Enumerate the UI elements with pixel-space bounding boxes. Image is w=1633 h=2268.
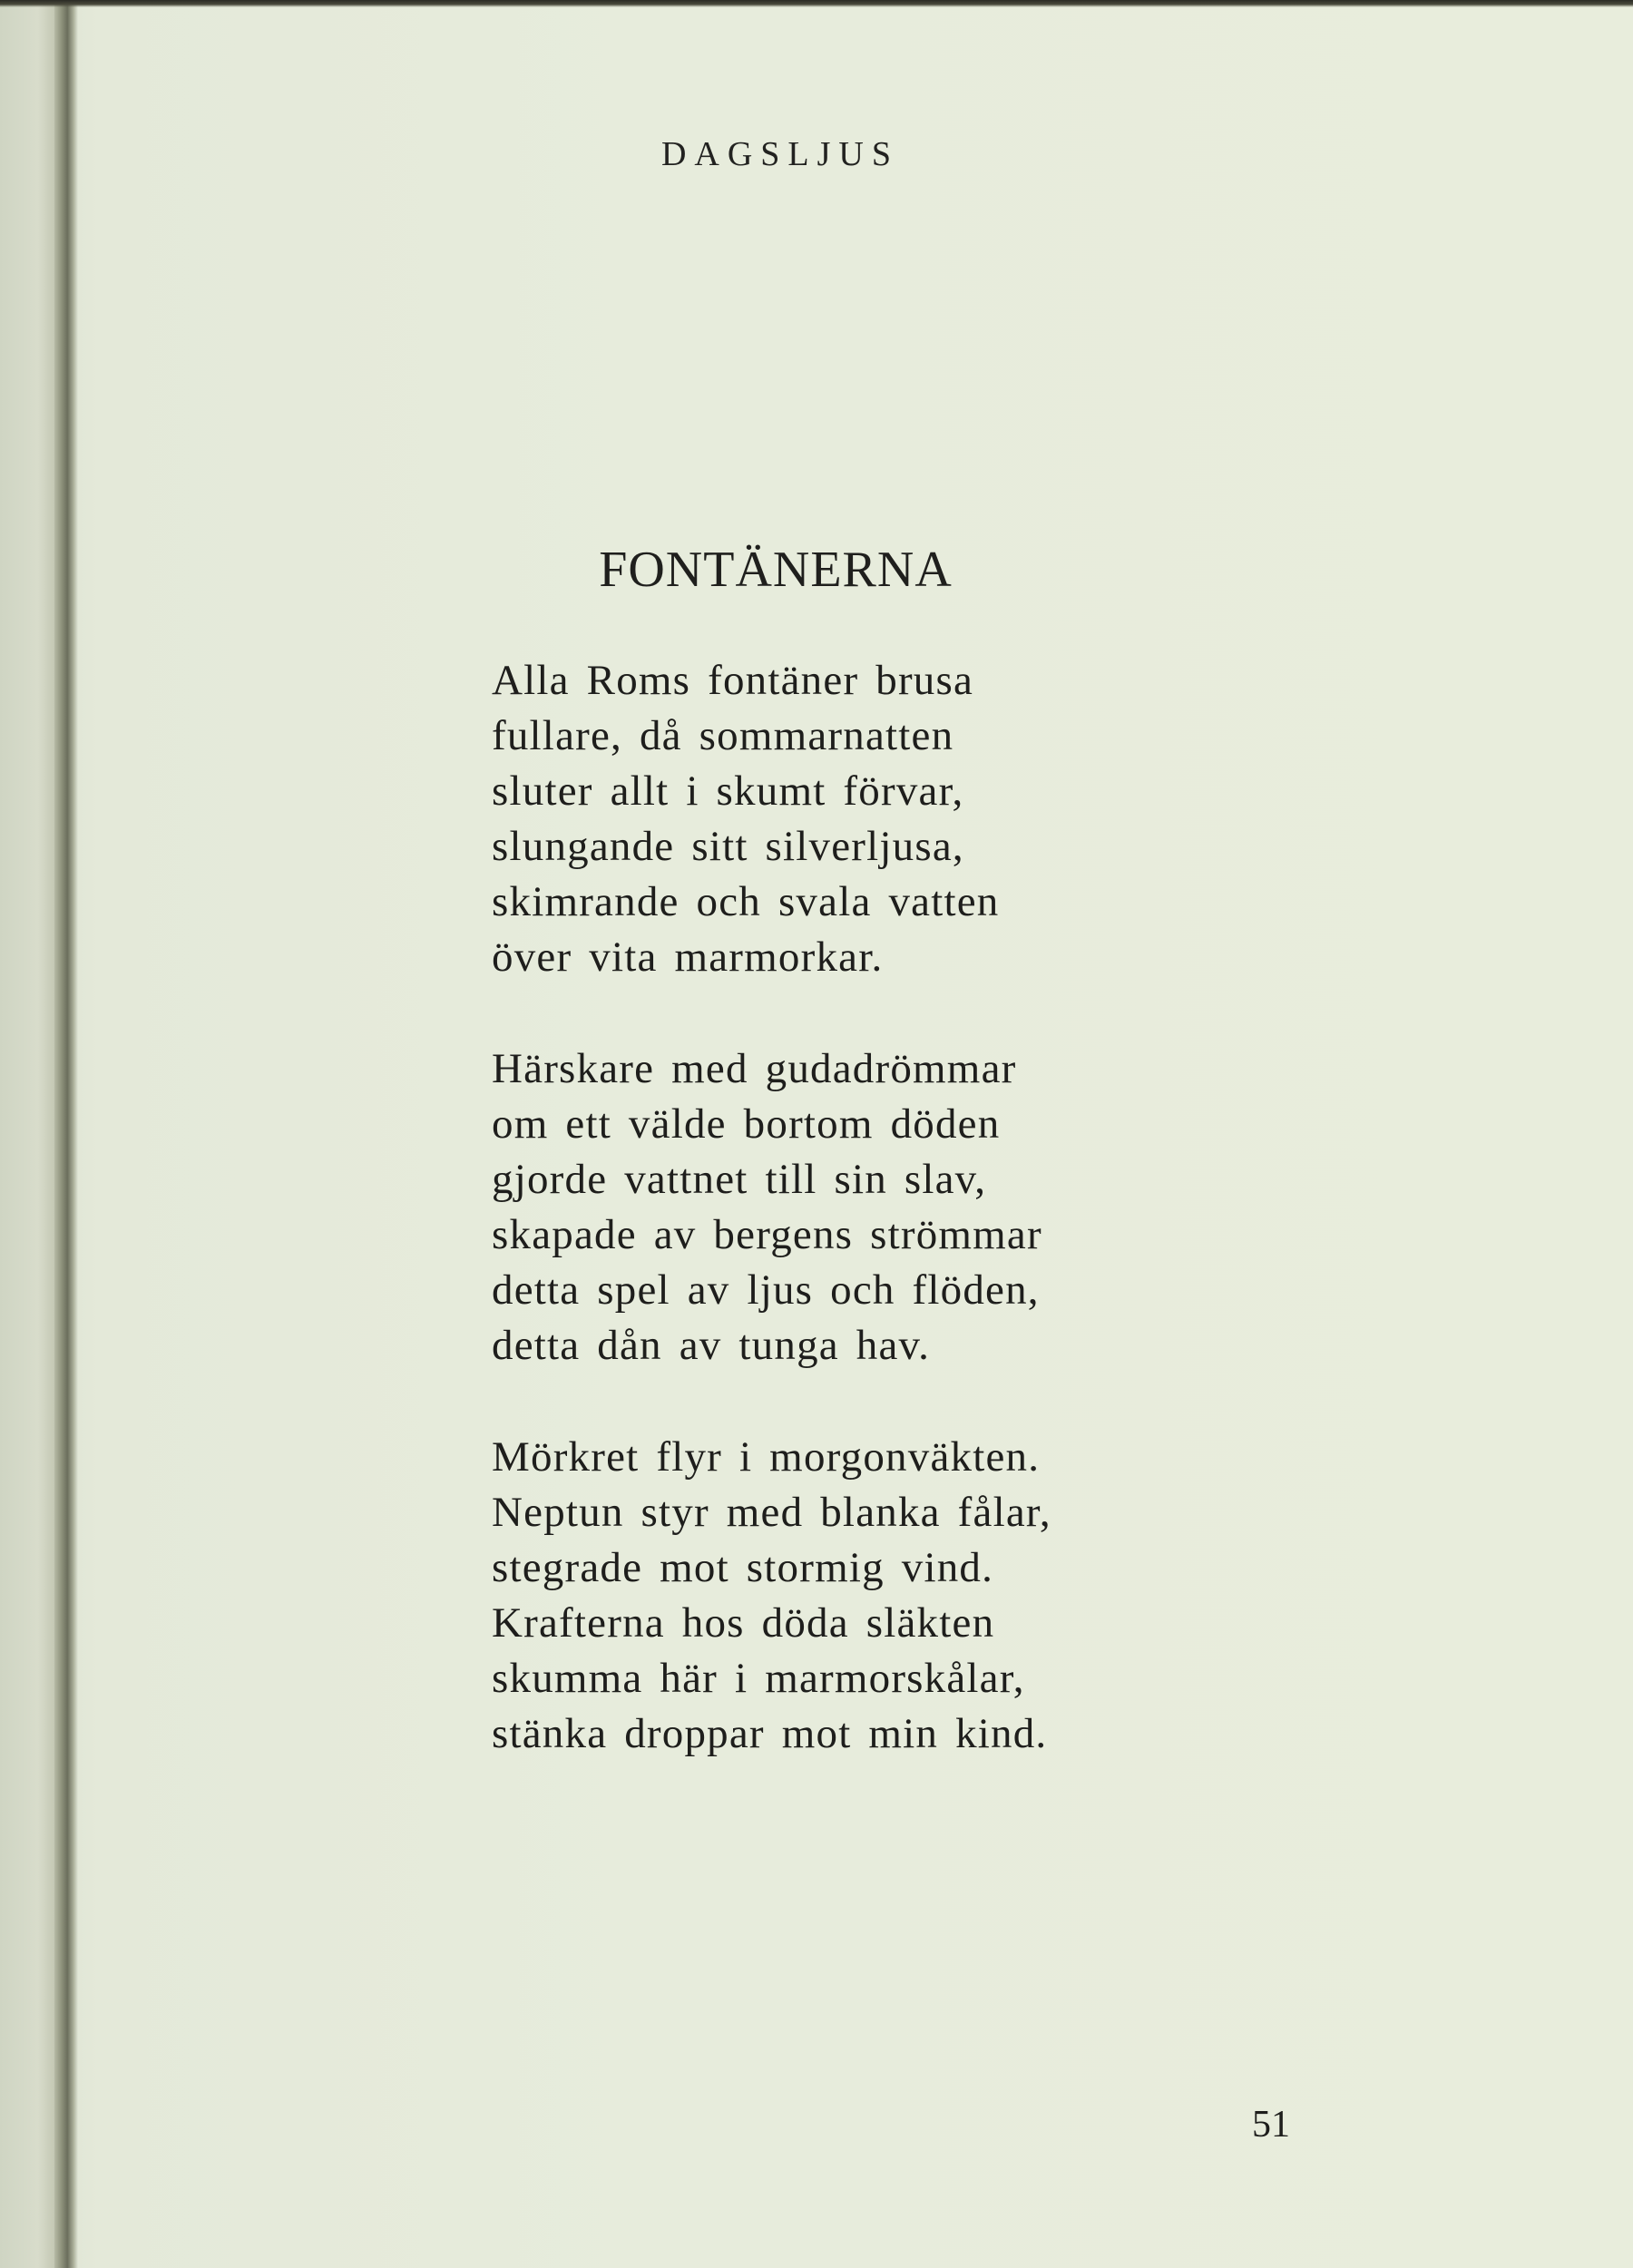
poem-line: detta dån av tunga hav. bbox=[492, 1322, 931, 1369]
poem-line: Neptun styr med blanka fålar, bbox=[492, 1489, 1051, 1536]
book-gutter bbox=[54, 0, 78, 2268]
poem-line: gjorde vattnet till sin slav, bbox=[492, 1156, 987, 1203]
poem-line: om ett välde bortom döden bbox=[492, 1100, 1001, 1148]
page-number: 51 bbox=[1252, 2104, 1290, 2146]
poem-line: över vita marmorkar. bbox=[492, 934, 884, 981]
poem-line: sluter allt i skumt förvar, bbox=[492, 767, 964, 815]
stanza-1 bbox=[492, 653, 1217, 985]
poem-line: stegrade mot stormig vind. bbox=[492, 1544, 994, 1591]
running-head: DAGSLJUS bbox=[660, 135, 900, 173]
stanza-3 bbox=[492, 1430, 1217, 1762]
poem-line: Krafterna hos döda släkten bbox=[492, 1599, 995, 1647]
poem-title: FONTÄNERNA bbox=[599, 542, 953, 598]
poem-line: Mörkret flyr i morgonväkten. bbox=[492, 1433, 1041, 1481]
top-edge-shadow bbox=[0, 0, 1633, 7]
poem-line: detta spel av ljus och flöden, bbox=[492, 1266, 1040, 1314]
poem-line: stänka droppar mot min kind. bbox=[492, 1710, 1048, 1757]
poem-line: skapade av bergens strömmar bbox=[492, 1211, 1042, 1258]
poem-line: skimrande och svala vatten bbox=[492, 878, 1000, 925]
poem-line: fullare, då sommarnatten bbox=[492, 712, 954, 759]
poem-line: Alla Roms fontäner brusa bbox=[492, 657, 974, 704]
poem-body bbox=[492, 653, 1217, 1818]
stanza-2 bbox=[492, 1041, 1217, 1374]
poem-line: Härskare med gudadrömmar bbox=[492, 1045, 1017, 1092]
facing-page-edge bbox=[0, 0, 54, 2268]
poem-line: skumma här i marmorskålar, bbox=[492, 1655, 1025, 1702]
poem-line: slungande sitt silverljusa, bbox=[492, 823, 964, 870]
